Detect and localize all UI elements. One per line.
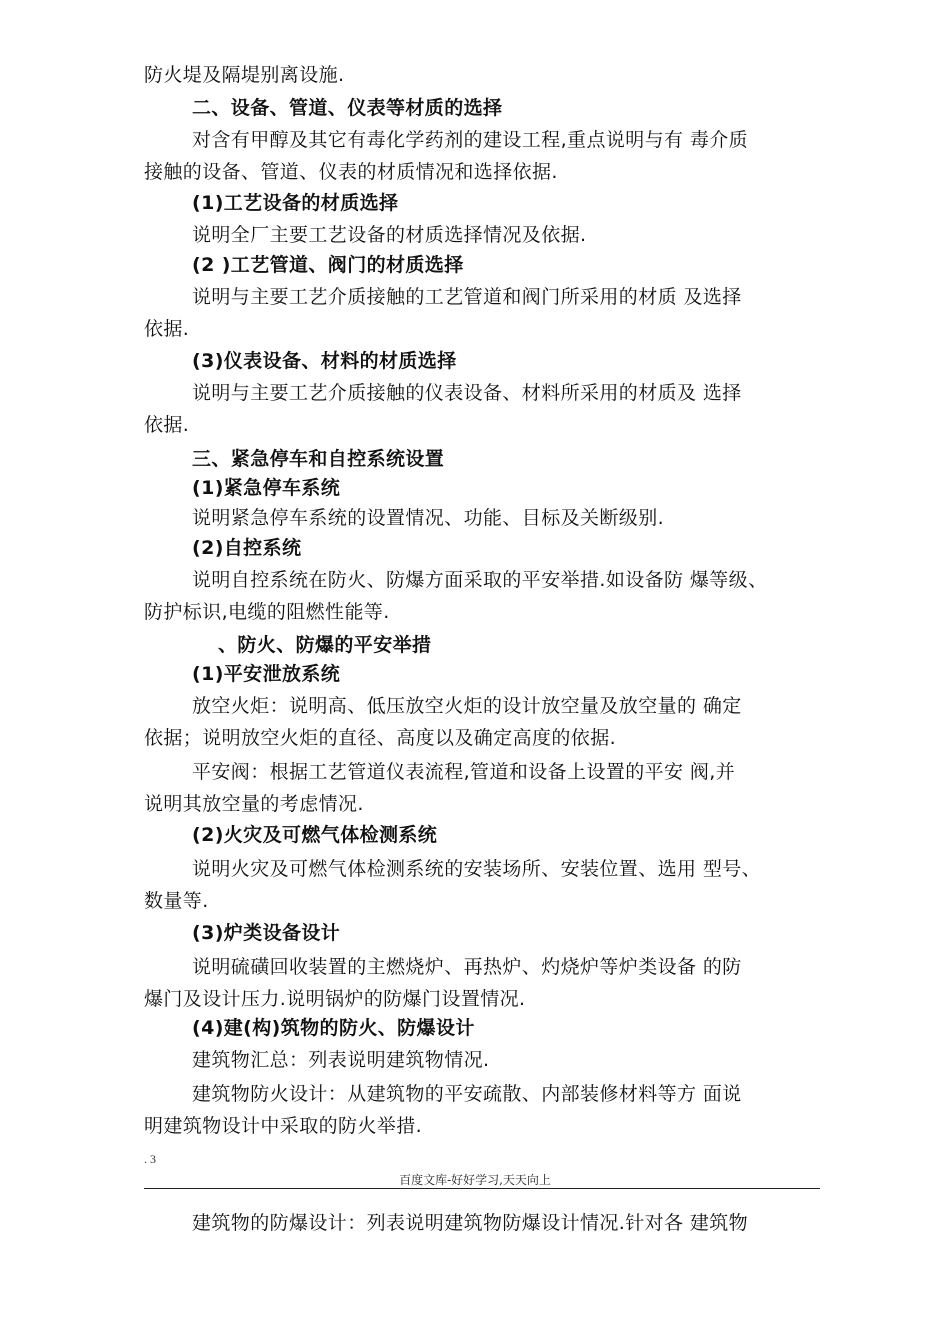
body-line: 对含有甲醇及其它有毒化学药剂的建设工程,重点说明与有 毒介质 [192, 129, 749, 151]
subsection-heading: (4)建(构)筑物的防火、防爆设计 [192, 1017, 475, 1039]
body-line: 建筑物汇总：列表说明建筑物情况. [192, 1049, 490, 1071]
body-line: 爆门及设计压力.说明锅炉的防爆门设置情况. [144, 988, 526, 1010]
subsection-heading: (1)平安泄放系统 [192, 663, 341, 685]
body-line: 放空火炬：说明高、低压放空火炬的设计放空量及放空量的 确定 [192, 695, 742, 717]
body-line: 依据. [144, 318, 190, 340]
body-line: 防护标识,电缆的阻燃性能等. [144, 601, 390, 623]
section-heading: 三、紧急停车和自控系统设置 [192, 448, 445, 470]
subsection-heading: (2 )工艺管道、阀门的材质选择 [192, 254, 464, 276]
section-heading: 、防火、防爆的平安举措 [218, 634, 432, 656]
body-line: 依据；说明放空火炬的直径、高度以及确定高度的依据. [144, 727, 617, 749]
body-line: 说明与主要工艺介质接触的仪表设备、材料所采用的材质及 选择 [192, 382, 742, 404]
body-line: 接触的设备、管道、仪表的材质情况和选择依据. [144, 161, 558, 183]
footer-site-text: 百度文库-好好学习,天天向上 [399, 1173, 551, 1187]
page-number: . 3 [144, 1152, 156, 1166]
body-line: 说明与主要工艺介质接触的工艺管道和阀门所采用的材质 及选择 [192, 286, 742, 308]
body-line: 依据. [144, 414, 190, 436]
body-line: 说明紧急停车系统的设置情况、功能、目标及关断级别. [192, 507, 665, 529]
subsection-heading: (1)紧急停车系统 [192, 477, 341, 499]
body-line: 建筑物的防爆设计：列表说明建筑物防爆设计情况.针对各 建筑物 [192, 1212, 749, 1234]
subsection-heading: (3)炉类设备设计 [192, 922, 341, 944]
body-line: 明建筑物设计中采取的防火举措. [144, 1115, 423, 1137]
section-heading: 二、设备、管道、仪表等材质的选择 [192, 97, 503, 119]
subsection-heading: (2)火灾及可燃气体检测系统 [192, 824, 438, 846]
subsection-heading: (1)工艺设备的材质选择 [192, 192, 399, 214]
body-line: 说明其放空量的考虑情况. [144, 793, 364, 815]
subsection-heading: (2)自控系统 [192, 537, 302, 559]
footer-divider [144, 1188, 820, 1189]
body-line: 防火堤及隔堤别离设施. [144, 64, 345, 86]
body-line: 说明全厂主要工艺设备的材质选择情况及依据. [192, 224, 587, 246]
body-line: 平安阀：根据工艺管道仪表流程,管道和设备上设置的平安 阀,并 [192, 761, 736, 783]
body-line: 说明硫磺回收装置的主燃烧炉、再热炉、灼烧炉等炉类设备 的防 [192, 956, 742, 978]
subsection-heading: (3)仪表设备、材料的材质选择 [192, 350, 457, 372]
body-line: 说明火灾及可燃气体检测系统的安装场所、安装位置、选用 型号、 [192, 858, 762, 880]
body-line: 建筑物防火设计：从建筑物的平安疏散、内部装修材料等方 面说 [192, 1083, 742, 1105]
body-line: 数量等. [144, 890, 209, 912]
body-line: 说明自控系统在防火、防爆方面采取的平安举措.如设备防 爆等级、 [192, 569, 768, 591]
